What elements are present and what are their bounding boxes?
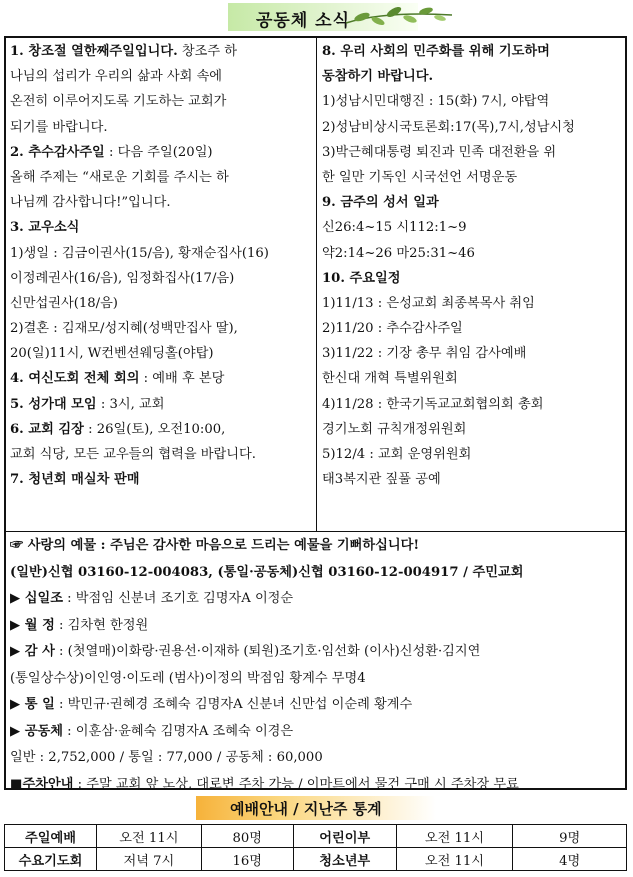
table-cell: 오전 11시 bbox=[96, 825, 201, 848]
offering-line bbox=[10, 666, 622, 693]
left-line-text: 4. 여신도회 전체 회의 bbox=[10, 371, 140, 387]
right-line bbox=[322, 291, 622, 316]
left-line bbox=[10, 190, 312, 215]
left-line-text: 7. 청년회 매실차 판매 bbox=[10, 472, 140, 488]
right-line-text: 한신대 개혁 특별위원회 bbox=[322, 371, 458, 387]
offering-line-text: ▶ 월 정 bbox=[10, 617, 55, 633]
left-line-text: : 다음 주일(20일) bbox=[104, 144, 213, 160]
left-line bbox=[10, 316, 312, 341]
right-line-text: 10. 주요일정 bbox=[322, 270, 401, 286]
left-line-text: 3. 교우소식 bbox=[10, 220, 80, 236]
offering-line-text: 일반 : 2,752,000 / 통일 : 77,000 / 공동체 : 60,000 bbox=[10, 750, 323, 765]
right-line bbox=[322, 215, 622, 240]
right-line-text: 2)11/20 : 추수감사주일 bbox=[322, 321, 463, 337]
left-line-text: 6. 교회 김장 bbox=[10, 421, 84, 437]
right-line-text: 2)성남비상시국토론회:17(목),7시,성남시청 bbox=[322, 119, 575, 135]
offering-line bbox=[10, 719, 622, 746]
right-line-text: 태3복지관 짚풀 공예 bbox=[322, 472, 441, 488]
right-line-text: 경기노회 규칙개정위원회 bbox=[322, 421, 467, 437]
left-line-text: 교회 식당, 모든 교우들의 협력을 바랍니다. bbox=[10, 447, 256, 462]
left-line bbox=[10, 89, 312, 114]
left-line bbox=[10, 417, 312, 442]
offering-line-text: ☞ 사랑의 예물 : 주님은 감사한 마음으로 드리는 예물을 기뻐하십니다! bbox=[10, 538, 420, 553]
right-line bbox=[322, 366, 622, 391]
right-line bbox=[322, 165, 622, 190]
left-line-text: : 26일(토), 오전10:00, bbox=[83, 421, 226, 437]
offering-line bbox=[10, 613, 622, 640]
right-line-text: 3)11/22 : 기장 총무 취임 감사예배 bbox=[322, 346, 527, 362]
offering-line bbox=[10, 745, 622, 772]
right-line-text: 한 일만 기독인 시국선언 서명운동 bbox=[322, 169, 518, 185]
left-line bbox=[10, 366, 312, 391]
table-row bbox=[5, 825, 627, 848]
left-line-text: 1. 창조절 열한째주일입니다. bbox=[10, 44, 178, 59]
left-line bbox=[10, 241, 312, 266]
right-line-text: 동참하기 바랍니다. bbox=[322, 69, 434, 85]
table-row bbox=[5, 848, 627, 871]
left-line-text: 신만섭권사(18/음) bbox=[10, 295, 118, 311]
left-line-text: 올해 주제는 “새로운 기회를 주시는 하 bbox=[10, 169, 229, 185]
left-line-text: : 3시, 교회 bbox=[96, 396, 165, 412]
left-line-text: 2)결혼 : 김재모/성지혜(성백만집사 딸), bbox=[10, 321, 238, 337]
right-line-text: 1)성남시민대행진 : 15(화) 7시, 야탑역 bbox=[322, 94, 550, 110]
offering-line-text: : (첫열매)이화랑·권용선·이재하 (퇴원)조기호·임선화 (이사)신성환·김지연 bbox=[54, 644, 481, 659]
right-line-text: 5)12/4 : 교회 운영위원회 bbox=[322, 447, 472, 462]
left-line-text: 2. 추수감사주일 bbox=[10, 144, 105, 160]
footer-title: 예배안내 / 지난주 통계 bbox=[230, 800, 382, 818]
table-cell: 오전 11시 bbox=[396, 825, 513, 848]
right-line bbox=[322, 341, 622, 366]
table-cell: 저녁 7시 bbox=[96, 848, 201, 871]
left-line bbox=[10, 64, 312, 89]
table-cell: 어린이부 bbox=[293, 825, 396, 848]
left-line-text: 20(일)11시, W컨벤션웨딩홀(야탑) bbox=[10, 346, 214, 362]
left-line-text: 이정례권사(16/음), 임정화집사(17/음) bbox=[10, 270, 235, 286]
left-line bbox=[10, 140, 312, 165]
column-divider bbox=[316, 36, 317, 532]
left-line-text: 되기를 바랍니다. bbox=[10, 119, 108, 135]
right-line-text: 8. 우리 사회의 민주화를 위해 기도하며 bbox=[322, 44, 550, 59]
table-cell: 9명 bbox=[513, 825, 627, 848]
offering-line-text: ▶ 십일조 bbox=[10, 591, 63, 606]
table-cell: 주일예배 bbox=[5, 825, 97, 848]
table-cell: 청소년부 bbox=[293, 848, 396, 871]
right-line bbox=[322, 392, 622, 417]
right-line bbox=[322, 241, 622, 266]
right-line-text: 1)11/13 : 은성교회 최종복목사 취임 bbox=[322, 295, 535, 311]
left-line bbox=[10, 165, 312, 190]
worship-stats-table bbox=[4, 824, 627, 871]
left-line-text: 나님께 감사합니다!”입니다. bbox=[10, 195, 171, 211]
offering-line-text: : 김차현 한정원 bbox=[54, 617, 149, 633]
right-line bbox=[322, 417, 622, 442]
offering-line-text: (통일상수상)이인영·이도레 (범사)이정의 박점임 황계수 무명4 bbox=[10, 670, 366, 686]
offering-line bbox=[10, 586, 622, 613]
left-line-text: 나님의 섭리가 우리의 삶과 사회 속에 bbox=[10, 69, 223, 85]
right-line bbox=[322, 115, 622, 140]
offering-section bbox=[10, 533, 622, 798]
left-line bbox=[10, 467, 312, 492]
left-line bbox=[10, 392, 312, 417]
left-line-text: 5. 성가대 모임 bbox=[10, 396, 97, 412]
offering-line-text: ■주차안내 bbox=[10, 776, 74, 792]
left-line-text: 온전히 이루어지도록 기도하는 교회가 bbox=[10, 94, 227, 110]
offering-line-text: ▶ 공동체 bbox=[10, 723, 63, 739]
offering-line-text: : 박점임 신분녀 조기호 김명자A 이정순 bbox=[62, 591, 294, 606]
left-line-text: 1)생일 : 김금이권사(15/음), 황재순집사(16) bbox=[10, 245, 269, 261]
right-line-text: 3)박근혜대통령 퇴진과 민족 대전환을 위 bbox=[322, 144, 557, 160]
offering-line-text: : 주말 교회 앞 노상, 대로변 주차 가능 / 이마트에서 물건 구매 시 주차장 무료 bbox=[73, 776, 519, 792]
right-line-text: 9. 금주의 성서 일과 bbox=[322, 195, 439, 211]
right-line bbox=[322, 89, 622, 114]
section-divider bbox=[4, 531, 627, 532]
offering-line bbox=[10, 692, 622, 719]
right-line bbox=[322, 467, 622, 492]
leaf-decoration-icon bbox=[344, 3, 454, 31]
left-line bbox=[10, 115, 312, 140]
page-title: 공동체 소식 bbox=[256, 11, 351, 31]
left-column bbox=[10, 39, 312, 492]
offering-line-text: ▶ 통 일 bbox=[10, 697, 55, 712]
footer-header bbox=[196, 796, 436, 820]
offering-line bbox=[10, 639, 622, 666]
right-column bbox=[322, 39, 622, 492]
offering-line-text: : 박민규·권혜경 조혜숙 김명자A 신분녀 신만섭 이순례 황계수 bbox=[54, 697, 413, 712]
left-line bbox=[10, 39, 312, 64]
offering-line bbox=[10, 560, 622, 587]
table-cell: 오전 11시 bbox=[396, 848, 513, 871]
right-line bbox=[322, 266, 622, 291]
left-line bbox=[10, 291, 312, 316]
left-line-text: 창조주 하 bbox=[177, 44, 238, 59]
offering-line-text: (일반)신협 03160-12-004083, (통일·공동체)신협 03160-12-004917 / 주민교회 bbox=[10, 564, 524, 580]
left-line bbox=[10, 266, 312, 291]
table-cell: 16명 bbox=[201, 848, 293, 871]
left-line-text: : 예배 후 본당 bbox=[139, 371, 225, 387]
offering-line-text: : 이훈삼·윤혜숙 김명자A 조혜숙 이경은 bbox=[62, 723, 294, 739]
offering-line bbox=[10, 533, 622, 560]
left-line bbox=[10, 442, 312, 467]
offering-line bbox=[10, 772, 622, 799]
right-line bbox=[322, 64, 622, 89]
left-line bbox=[10, 215, 312, 240]
right-line bbox=[322, 140, 622, 165]
right-line-text: 약2:14~26 마25:31~46 bbox=[322, 245, 475, 261]
table-cell: 4명 bbox=[513, 848, 627, 871]
right-line bbox=[322, 316, 622, 341]
right-line bbox=[322, 442, 622, 467]
section-header bbox=[228, 3, 418, 31]
table-cell: 수요기도회 bbox=[5, 848, 97, 871]
table-cell: 80명 bbox=[201, 825, 293, 848]
right-line bbox=[322, 39, 622, 64]
offering-line-text: ▶ 감 사 bbox=[10, 644, 55, 659]
right-line-text: 4)11/28 : 한국기독교교회협의회 총회 bbox=[322, 396, 544, 412]
left-line bbox=[10, 341, 312, 366]
right-line-text: 신26:4~15 시112:1~9 bbox=[322, 220, 467, 236]
right-line bbox=[322, 190, 622, 215]
